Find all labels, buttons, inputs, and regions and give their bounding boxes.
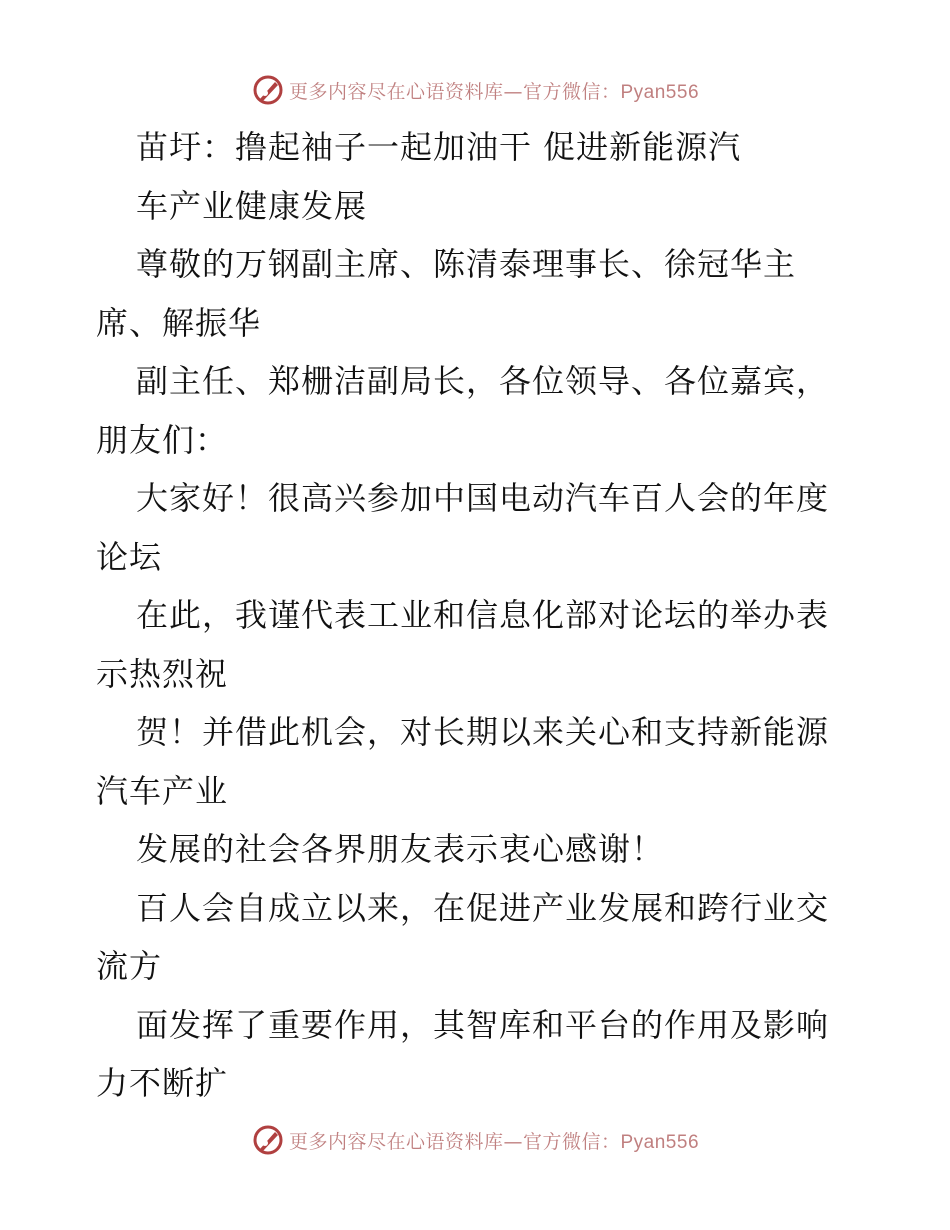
text-line: 汽车产业 [96, 771, 229, 810]
header-banner [0, 68, 950, 112]
wechat-id: Pyan556 [620, 81, 700, 103]
text-line: 面发挥了重要作用，其智库和平台的作用及影响 [136, 1005, 830, 1044]
text-line: 车产业健康发展 [136, 186, 368, 225]
wechat-id: Pyan556 [620, 1131, 700, 1153]
text-line: 力不断扩 [96, 1064, 229, 1102]
banner-label: 更多内容尽在心语资料库—官方微信： [288, 1130, 621, 1153]
text-line: 在此，我谨代表工业和信息化部对论坛的举办表 [136, 596, 830, 634]
footer-banner [0, 1118, 950, 1162]
text-line: 副主任、郑栅洁副局长，各位领导、各位嘉宾， [136, 362, 830, 400]
banner-text [289, 1127, 699, 1154]
text-line: 示热烈祝 [96, 654, 229, 693]
text-line: 席、解振华 [96, 303, 262, 342]
text-line: 发展的社会各界朋友表示衷心感谢！ [136, 830, 665, 868]
text-line: 大家好！很高兴参加中国电动汽车百人会的年度 [136, 479, 830, 517]
text-line: 尊敬的万钢副主席、陈清泰理事长、徐冠华主 [136, 245, 797, 283]
text-line: 论坛 [96, 537, 163, 576]
text-line: 贺！并借此机会，对长期以来关心和支持新能源 [136, 713, 830, 751]
document-body [96, 118, 856, 1113]
text-line: 朋友们： [96, 420, 229, 459]
pen-nib-logo-icon [251, 1123, 285, 1157]
banner-label: 更多内容尽在心语资料库—官方微信： [288, 80, 621, 103]
text-line: 百人会自成立以来，在促进产业发展和跨行业交 [136, 888, 830, 927]
banner-text [289, 77, 699, 104]
text-line: 苗圩：撸起袖子一起加油干 促进新能源汽 [136, 128, 742, 166]
pen-nib-logo-icon [251, 73, 285, 107]
text-line: 流方 [96, 947, 163, 985]
